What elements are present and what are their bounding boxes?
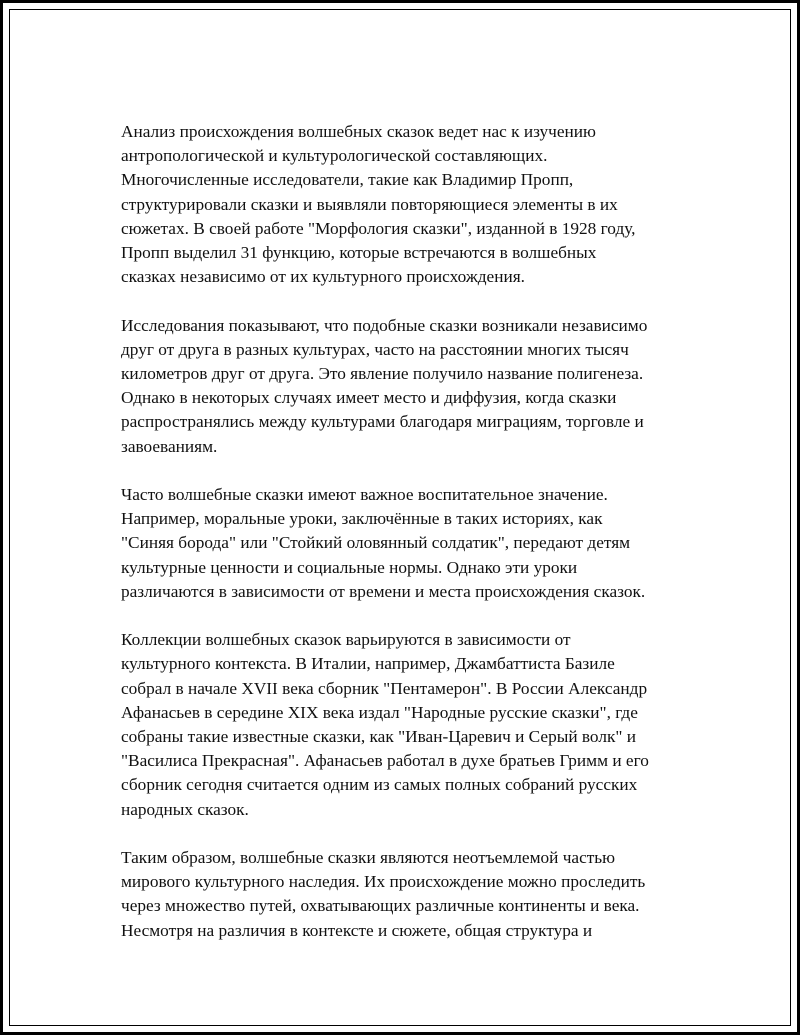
text-line: Многочисленные исследователи, такие как Владимир Пропп, [121, 170, 574, 190]
text-line: Исследования показывают, что подобные сказки возникали независимо [121, 315, 648, 335]
text-line: через множество путей, охватывающих различные континенты и века. [121, 896, 640, 916]
text-line: Например, моральные уроки, заключённые в таких историях, как [121, 509, 603, 529]
text-line: сборник сегодня считается одним из самых полных собраний русских [121, 775, 638, 795]
text-line: культурного контекста. В Италии, например, Джамбаттиста Базиле [121, 654, 615, 674]
text-line: мирового культурного наследия. Их происхождение можно проследить [121, 872, 646, 892]
text-line: завоеваниям. [121, 436, 218, 456]
text-line: культурные ценности и социальные нормы. Однако эти уроки [121, 557, 578, 577]
text-line: антропологической и культурологической составляющих. [121, 146, 548, 166]
text-line: структурировали сказки и выявляли повторяющиеся элементы в их [121, 194, 618, 214]
paragraph-origin-analysis [121, 120, 701, 289]
text-line: километров друг от друга. Это явление получило название полигенеза. [121, 364, 644, 384]
text-line: Пропп выделил 31 функцию, которые встречаются в волшебных [121, 243, 597, 263]
text-line: собрал в начале XVII века сборник "Пентамерон". В России Александр [121, 678, 648, 698]
text-line: Таким образом, волшебные сказки являются неотъемлемой частью [121, 848, 616, 868]
text-line: собраны такие известные сказки, как "Иван-Царевич и Серый волк" и [121, 727, 636, 747]
text-line: Однако в некоторых случаях имеет место и диффузия, когда сказки [121, 388, 617, 408]
paragraph-educational-value [121, 483, 701, 604]
text-line: Коллекции волшебных сказок варьируются в зависимости от [121, 630, 571, 650]
paragraph-conclusion [121, 846, 701, 943]
text-line: распространялись между культурами благодаря миграциям, торговле и [121, 412, 644, 432]
document-body [121, 120, 701, 943]
text-line: сюжетах. В своей работе "Морфология сказки", изданной в 1928 году, [121, 218, 636, 238]
paragraph-collections [121, 628, 701, 822]
text-line: друг от друга в разных культурах, часто на расстоянии многих тысяч [121, 339, 629, 359]
text-line: "Василиса Прекрасная". Афанасьев работал в духе братьев Гримм и его [121, 751, 649, 771]
text-line: Афанасьев в середине XIX века издал "Народные русские сказки", где [121, 702, 638, 722]
text-line: народных сказок. [121, 799, 249, 819]
text-line: Анализ происхождения волшебных сказок ведет нас к изучению [121, 122, 596, 141]
text-line: различаются в зависимости от времени и места происхождения сказок. [121, 581, 646, 601]
text-line: "Синяя борода" или "Стойкий оловянный солдатик", передают детям [121, 533, 631, 553]
text-line: Часто волшебные сказки имеют важное воспитательное значение. [121, 485, 608, 505]
paragraph-polygenesis [121, 314, 701, 459]
text-line: сказках независимо от их культурного происхождения. [121, 267, 525, 287]
text-line: Несмотря на различия в контексте и сюжете, общая структура и [121, 920, 593, 940]
